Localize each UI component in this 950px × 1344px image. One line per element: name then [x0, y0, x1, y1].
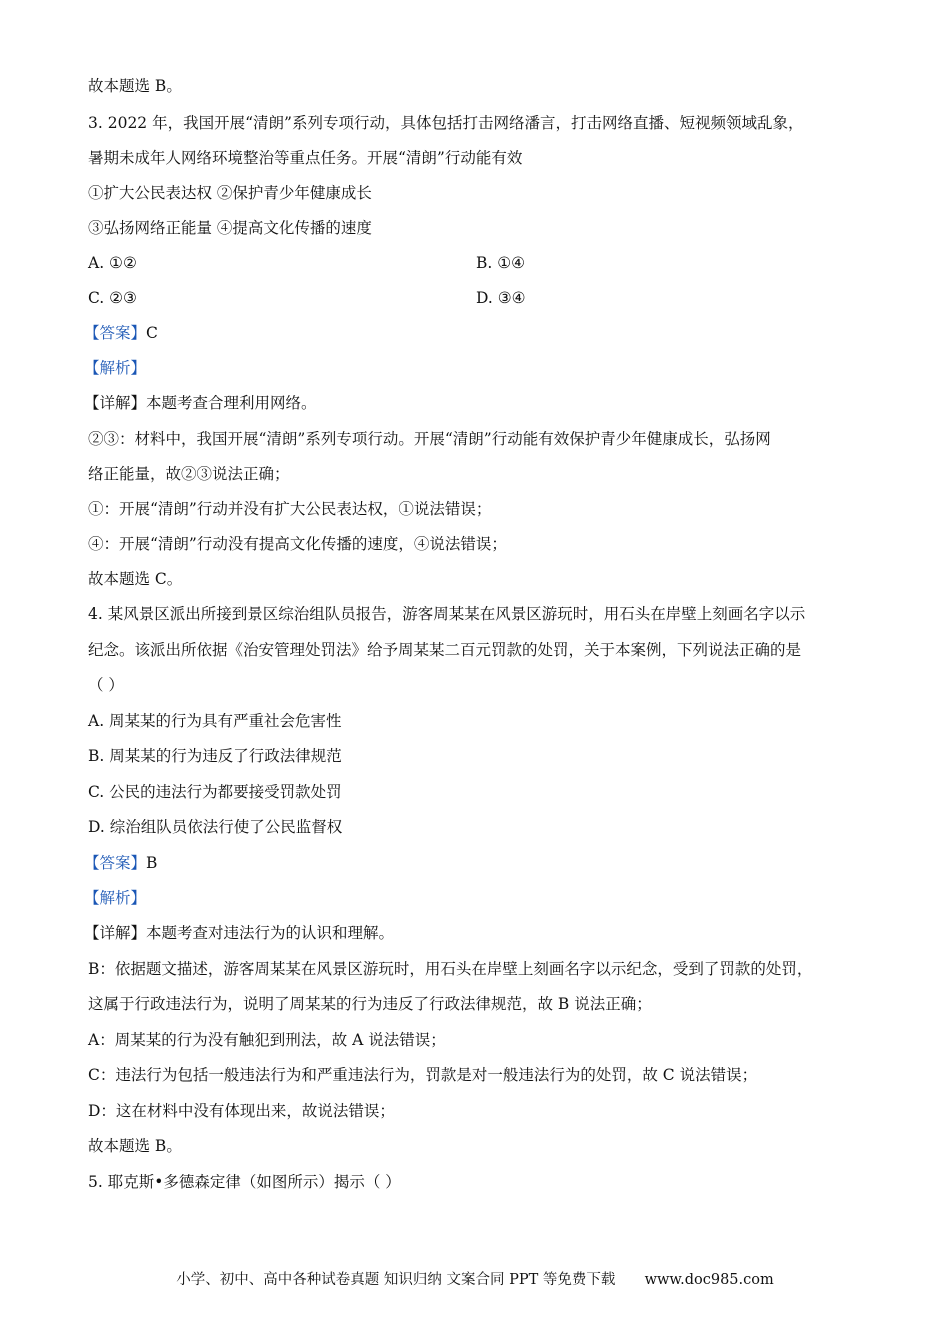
question-4-stem: 4. 某风景区派出所接到景区综治组队员报告，游客周某某在风景区游玩时，用石头在岸壁上刻画名字以示: [88, 605, 806, 623]
option-a: A. ①②: [88, 254, 137, 272]
analysis-tag: 【解析】: [84, 359, 147, 377]
page-footer: [0, 1270, 950, 1290]
option-c: C. 公民的违法行为都要接受罚款处罚: [88, 783, 342, 801]
explanation-line: B：依据题文描述，游客周某某在风景区游玩时，用石头在岸壁上刻画名字以示纪念，受到了罚款的处罚，: [88, 960, 813, 978]
answer-value: C: [146, 324, 158, 342]
detail-line: [84, 393, 317, 413]
explanation-line: D：这在材料中没有体现出来，故说法错误；: [88, 1102, 395, 1120]
answer-line: [84, 323, 158, 343]
option-d: D. ③④: [476, 289, 526, 307]
answer-tag: 【答案】: [84, 324, 147, 342]
explanation-line: C：违法行为包括一般违法行为和严重违法行为，罚款是对一般违法行为的处罚，故 C 说法错误；: [88, 1066, 758, 1084]
explanation-line: ①：开展“清朗”行动并没有扩大公民表达权，①说法错误；: [88, 500, 492, 518]
footer-text: 小学、初中、高中各种试卷真题 知识归纳 文案合同 PPT 等免费下载: [176, 1272, 616, 1288]
question-5-stem: 5. 耶克斯•多德森定律（如图所示）揭示（ ）: [88, 1173, 401, 1191]
option-c: C. ②③: [88, 289, 137, 307]
detail-text: 本题考查对违法行为的认识和理解。: [146, 924, 395, 942]
explanation-line: 络正能量，故②③说法正确；: [88, 465, 290, 483]
question-3-statements-2: ③弘扬网络正能量 ④提高文化传播的速度: [88, 219, 372, 237]
question-3-stem: 3. 2022 年，我国开展“清朗”系列专项行动，具体包括打击网络潘言，打击网络直播、短视频领域乱象，: [88, 114, 804, 132]
option-a: A. 周某某的行为具有严重社会危害性: [88, 712, 342, 730]
explanation-line: A：周某某的行为没有触犯到刑法，故 A 说法错误；: [88, 1031, 446, 1049]
option-d: D. 综治组队员依法行使了公民监督权: [88, 818, 343, 836]
explanation-line: 这属于行政违法行为，说明了周某某的行为违反了行政法律规范，故 B 说法正确；: [88, 995, 652, 1013]
conclusion-line: 故本题选 C。: [88, 570, 183, 588]
option-b: B. 周某某的行为违反了行政法律规范: [88, 747, 342, 765]
answer-tag: 【答案】: [84, 854, 147, 872]
question-3-stem-cont: 暑期未成年人网络环境整治等重点任务。开展“清朗”行动能有效: [88, 149, 523, 167]
detail-text: 本题考查合理利用网络。: [146, 394, 317, 412]
detail-tag: 【详解】: [84, 924, 147, 942]
detail-tag: 【详解】: [84, 394, 147, 412]
answer-value: B: [146, 854, 158, 872]
conclusion-line: 故本题选 B。: [88, 77, 182, 95]
question-4-stem-cont: 纪念。该派出所依据《治安管理处罚法》给予周某某二百元罚款的处罚，关于本案例，下列说法正确的是: [88, 641, 802, 659]
answer-line: [84, 853, 157, 873]
question-3-statements-1: ①扩大公民表达权 ②保护青少年健康成长: [88, 184, 372, 202]
explanation-line: ④：开展“清朗”行动没有提高文化传播的速度，④说法错误；: [88, 535, 507, 553]
footer-website-link[interactable]: www.doc985.com: [644, 1272, 774, 1288]
option-b: B. ①④: [476, 254, 526, 272]
question-4-blank: （ ）: [88, 676, 124, 694]
analysis-tag: 【解析】: [84, 889, 147, 907]
analysis-line: [84, 358, 146, 378]
explanation-line: ②③：材料中，我国开展“清朗”系列专项行动。开展“清朗”行动能有效保护青少年健康成长，弘扬网: [88, 430, 771, 448]
conclusion-line: 故本题选 B。: [88, 1137, 182, 1155]
analysis-line: [84, 888, 146, 908]
detail-line: [84, 923, 394, 943]
